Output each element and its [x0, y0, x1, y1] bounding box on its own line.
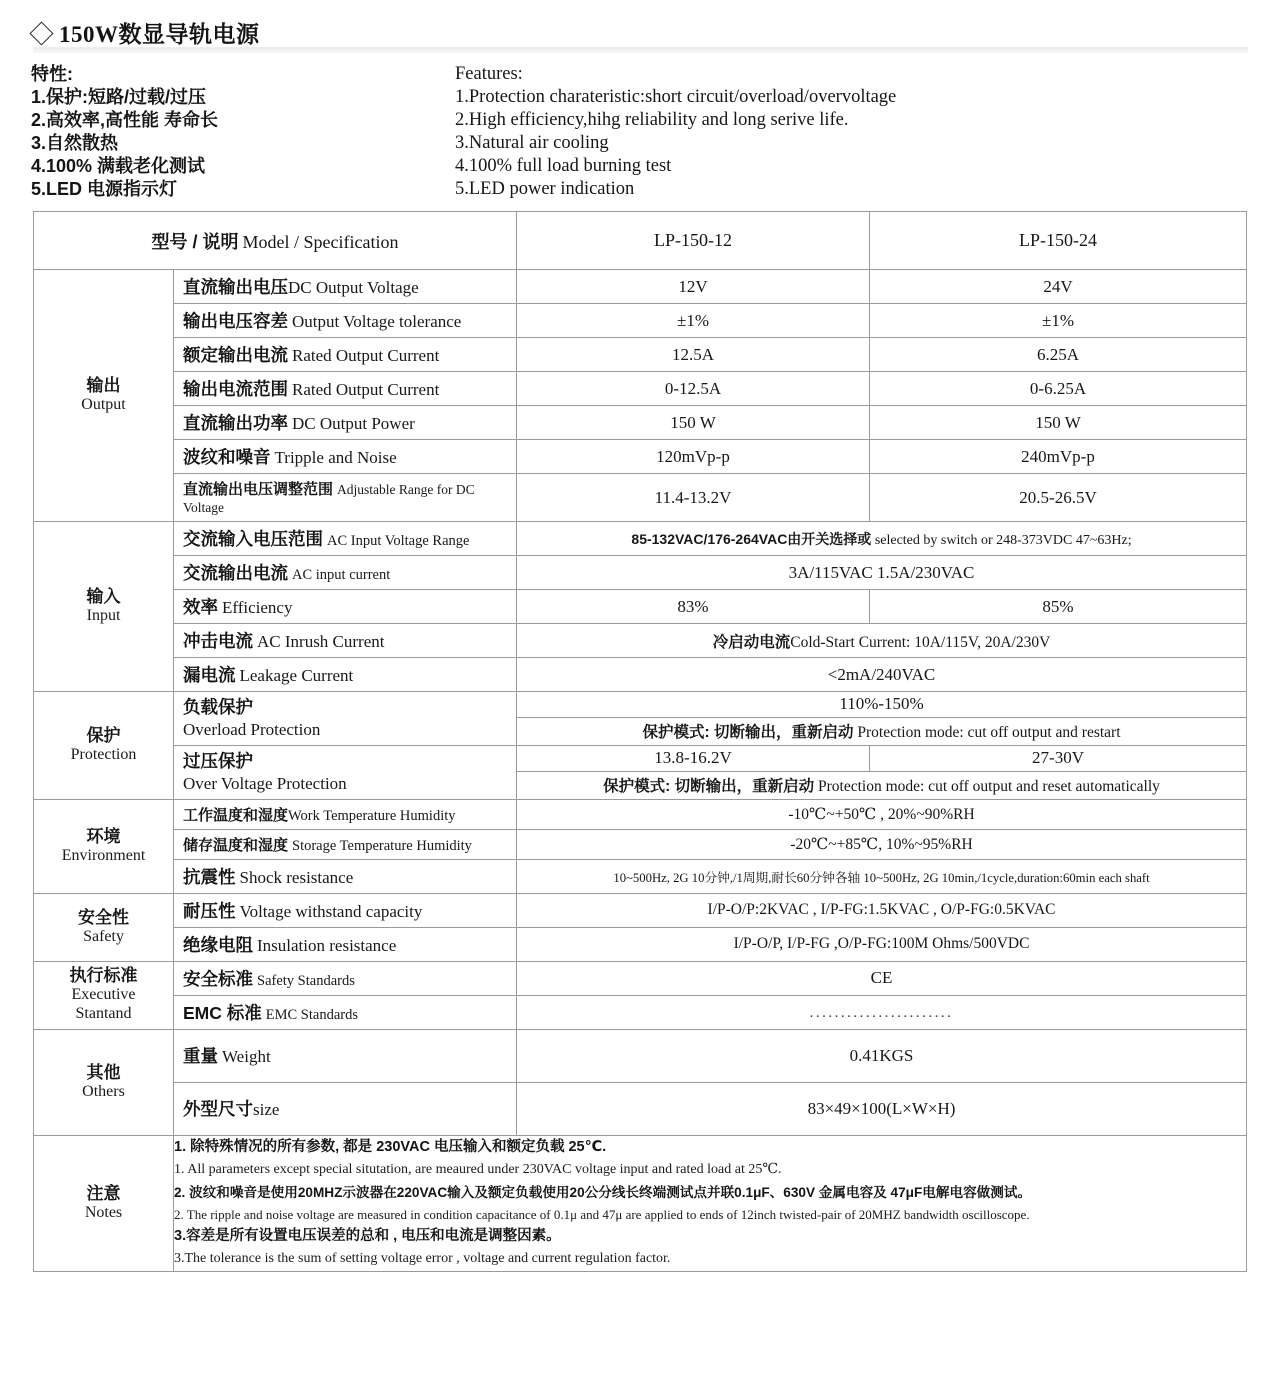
feature-item-en: 4.100% full load burning test	[455, 156, 672, 176]
note-line: 3.容差是所有设置电压误差的总和 , 电压和电流是调整因素。	[174, 1227, 561, 1244]
value-en: Cold-Start Current: 10A/115V, 20A/230V	[790, 633, 1051, 651]
row-label-en: Overload Protection	[183, 719, 321, 739]
feature-item-cn: 5.LED 电源指示灯	[31, 179, 178, 199]
value-model-2: 20.5-26.5V	[870, 474, 1247, 522]
title-divider	[33, 47, 1248, 53]
value-en: Protection mode: cut off output and restart	[857, 724, 1121, 742]
page-title	[33, 16, 260, 49]
row-label	[174, 304, 517, 338]
category-protection-cn: 保护	[86, 725, 121, 745]
category-safety-cn: 安全性	[78, 907, 129, 927]
value-model-1: 12.5A	[517, 338, 870, 372]
value-model-1: 11.4-13.2V	[517, 474, 870, 522]
row-label-cn: 交流输出电流	[183, 563, 288, 583]
value-model-2: 150 W	[870, 406, 1247, 440]
header-model-cn: 型号 / 说明	[151, 231, 239, 252]
note-line: 2. 波纹和噪音是使用20MHZ示波器在220VAC输入及额定负载使用20公分线长终端测试点并联0.1μF、630V 金属电容及 47μF电解电容做测试。	[174, 1184, 1032, 1200]
row-label-cn: 效率	[183, 597, 218, 617]
row-label	[174, 522, 517, 556]
row-label	[174, 927, 517, 961]
value-span	[517, 624, 1247, 658]
note-line: 3.The tolerance is the sum of setting voltage error , voltage and current regulation factor.	[174, 1251, 671, 1267]
value-span: I/P-O/P:2KVAC , I/P-FG:1.5KVAC , O/P-FG:0.5KVAC	[517, 893, 1247, 927]
value-cn: 85-132VAC/176-264VAC由开关选择或	[631, 530, 872, 547]
row-label-en: Adjustable Range for DC Voltage	[183, 482, 475, 515]
row-label-en: DC Output Voltage	[288, 278, 419, 297]
row-label-cn: 冲击电流	[183, 631, 253, 651]
table-row	[34, 304, 1247, 338]
feature-item-cn: 4.100% 满载老化测试	[31, 156, 206, 176]
category-notes-en: Notes	[84, 1203, 123, 1221]
row-label-en: Insulation resistance	[257, 935, 397, 955]
table-row-notes	[34, 1135, 1247, 1271]
table-row	[34, 372, 1247, 406]
category-executive-en: Executive	[71, 986, 136, 1004]
table-header-row	[34, 212, 1247, 270]
value-span: 10~500Hz, 2G 10分钟,/1周期,耐长60分钟各轴 10~500Hz, 2G 10min,/1cycle,duration:60min each shaft	[517, 859, 1247, 893]
feature-item-cn: 3.自然散热	[31, 133, 119, 153]
page-title-text: 150W数显导轨电源	[59, 22, 260, 47]
row-label	[174, 1029, 517, 1082]
row-label-cn: 储存温度和湿度	[183, 836, 289, 854]
row-label	[174, 556, 517, 590]
value-model-2: 240mVp-p	[870, 440, 1247, 474]
value-span: <2mA/240VAC	[517, 658, 1247, 692]
category-executive-en2: Stantand	[75, 1005, 132, 1023]
row-label	[174, 590, 517, 624]
table-row	[34, 745, 1247, 771]
category-others-en: Others	[82, 1082, 125, 1100]
feature-item-en: 3.Natural air cooling	[455, 133, 609, 153]
row-label-cn: 额定输出电流	[183, 345, 288, 365]
value-span	[517, 995, 1247, 1029]
value-span: 3A/115VAC 1.5A/230VAC	[517, 556, 1247, 590]
row-label	[174, 995, 517, 1029]
row-label-overvoltage	[174, 745, 517, 799]
row-label-en: size	[253, 1100, 280, 1120]
value-model-2: 27-30V	[870, 745, 1247, 771]
row-label-cn: 交流输入电压范围	[183, 529, 323, 549]
row-label-en: EMC Standards	[265, 1006, 358, 1023]
table-row	[34, 1082, 1247, 1135]
value-model-1: 150 W	[517, 406, 870, 440]
row-label-en: AC Inrush Current	[257, 632, 385, 651]
row-label	[174, 406, 517, 440]
table-row	[34, 556, 1247, 590]
value-span: -20℃~+85℃, 10%~95%RH	[517, 829, 1247, 859]
row-label-cn: 直流输出电压调整范围	[183, 481, 334, 498]
notes-content	[174, 1135, 1247, 1271]
category-notes	[34, 1135, 174, 1271]
value-span: 83×49×100(L×W×H)	[517, 1082, 1247, 1135]
category-input-cn: 输入	[86, 587, 121, 607]
row-label-cn: 输出电流范围	[183, 379, 288, 399]
row-label-cn: 负载保护	[183, 697, 253, 717]
category-environment-cn: 环境	[86, 826, 121, 846]
feature-item-cn: 1.保护:短路/过载/过压	[31, 87, 207, 107]
row-label-en: Safety Standards	[257, 972, 355, 989]
table-row	[34, 590, 1247, 624]
value-span: I/P-O/P, I/P-FG ,O/P-FG:100M Ohms/500VDC	[517, 927, 1247, 961]
header-model-cell	[34, 212, 517, 270]
table-row	[34, 658, 1247, 692]
category-input	[34, 522, 174, 692]
category-notes-cn: 注意	[86, 1183, 121, 1203]
category-safety	[34, 893, 174, 961]
row-label-cn: 安全标准	[183, 968, 253, 989]
table-row	[34, 829, 1247, 859]
row-label	[174, 372, 517, 406]
row-label-cn: EMC 标准	[183, 1002, 262, 1023]
features-chinese	[31, 63, 451, 201]
value-model-2: ±1%	[870, 304, 1247, 338]
note-line: 2. The ripple and noise voltage are measured in condition capacitance of 0.1μ and 47μ are applied to ends of 12inch twisted-pair of 20MHZ bandwidth oscilloscope.	[174, 1206, 1030, 1222]
row-label-en: Leakage Current	[239, 666, 354, 685]
row-label	[174, 440, 517, 474]
row-label-cn: 波纹和噪音	[183, 447, 271, 467]
note-line: 1. 除特殊情况的所有参数, 都是 230VAC 电压输入和额定负载 25℃.	[174, 1138, 607, 1155]
row-label-overload	[174, 692, 517, 746]
category-environment	[34, 799, 174, 893]
value-cn: 保护模式: 切断输出，重新启动	[642, 724, 854, 742]
row-label	[174, 961, 517, 995]
value-en: selected by switch or 248-373VDC 47~63Hz;	[874, 532, 1132, 548]
row-label-en: AC Input Voltage Range	[327, 533, 470, 549]
row-label-cn: 耐压性	[183, 900, 236, 921]
value-model-1: ±1%	[517, 304, 870, 338]
category-others-cn: 其他	[86, 1062, 121, 1082]
diamond-icon	[29, 21, 53, 45]
table-row	[34, 406, 1247, 440]
row-label-cn: 外型尺寸	[183, 1099, 253, 1120]
row-label-en: Tripple and Noise	[274, 448, 397, 467]
table-row	[34, 522, 1247, 556]
value-model-2: 0-6.25A	[870, 372, 1247, 406]
value-span: 0.41KGS	[517, 1029, 1247, 1082]
value-model-1: 120mVp-p	[517, 440, 870, 474]
row-label	[174, 799, 517, 829]
row-label-cn: 过压保护	[183, 750, 253, 771]
category-protection-en: Protection	[70, 745, 137, 763]
header-model-2: LP-150-24	[870, 212, 1247, 270]
value-cn: 冷启动电流	[712, 633, 791, 651]
feature-item-en: 1.Protection charateristic:short circuit/overload/overvoltage	[455, 87, 897, 107]
header-model-1: LP-150-12	[517, 212, 870, 270]
table-row	[34, 927, 1247, 961]
row-label-cn: 抗震性	[183, 866, 236, 887]
value-overload-range: 110%-150%	[517, 692, 1247, 718]
row-label-cn: 直流输出电压	[183, 277, 288, 297]
row-label-cn: 输出电压容差	[183, 311, 288, 331]
row-label-en: Voltage withstand capacity	[239, 901, 423, 921]
row-label	[174, 1082, 517, 1135]
row-label-en: Rated Output Current	[292, 380, 440, 399]
features-english	[455, 63, 1245, 201]
features-heading-cn: 特性:	[31, 64, 73, 84]
value-cn: 保护模式: 切断输出，重新启动	[603, 778, 815, 796]
row-label	[174, 859, 517, 893]
value-model-1: 83%	[517, 590, 870, 624]
category-environment-en: Environment	[61, 846, 146, 864]
table-row	[34, 338, 1247, 372]
row-label-en: Output Voltage tolerance	[292, 312, 462, 331]
row-label-en: Shock resistance	[239, 867, 354, 887]
row-label	[174, 338, 517, 372]
value-model-2: 6.25A	[870, 338, 1247, 372]
table-row	[34, 995, 1247, 1029]
row-label-en: Storage Temperature Humidity	[292, 837, 472, 854]
value-overvoltage-mode	[517, 771, 1247, 799]
row-label-en: DC Output Power	[292, 414, 415, 433]
category-executive	[34, 961, 174, 1029]
row-label-cn: 工作温度和湿度	[183, 806, 289, 824]
features-heading-en: Features:	[455, 64, 523, 84]
table-row	[34, 474, 1247, 522]
category-executive-cn: 执行标准	[69, 966, 138, 986]
row-label-cn: 重量	[183, 1046, 218, 1067]
value-model-1: 12V	[517, 270, 870, 304]
row-label-en: Work Temperature Humidity	[288, 807, 456, 824]
value-model-2: 85%	[870, 590, 1247, 624]
value-model-1: 0-12.5A	[517, 372, 870, 406]
value-span: -10℃~+50℃ , 20%~90%RH	[517, 799, 1247, 829]
table-row	[34, 799, 1247, 829]
table-row	[34, 624, 1247, 658]
value-en: Protection mode: cut off output and reset automatically	[817, 778, 1160, 796]
table-row	[34, 893, 1247, 927]
category-output-en: Output	[81, 396, 126, 414]
table-row	[34, 859, 1247, 893]
value-model-2: 24V	[870, 270, 1247, 304]
category-safety-en: Safety	[83, 927, 124, 945]
row-label	[174, 829, 517, 859]
category-output-cn: 输出	[86, 376, 121, 396]
row-label	[174, 893, 517, 927]
specification-table	[33, 211, 1247, 1272]
row-label-en: Over Voltage Protection	[183, 773, 347, 793]
note-line: 1. All parameters except special situtation, are meaured under 230VAC voltage input and rated load at 25℃.	[174, 1162, 782, 1178]
category-others	[34, 1029, 174, 1135]
emc-placeholder-dots: .......................	[809, 1005, 954, 1022]
features-section	[0, 63, 1279, 203]
row-label-cn: 漏电流	[183, 665, 236, 685]
table-row	[34, 692, 1247, 718]
value-overload-mode	[517, 717, 1247, 745]
row-label-cn: 绝缘电阻	[183, 934, 253, 955]
value-span	[517, 522, 1247, 556]
value-span: CE	[517, 961, 1247, 995]
header-model-en: Model / Specification	[242, 231, 399, 252]
table-row	[34, 961, 1247, 995]
table-row	[34, 270, 1247, 304]
row-label	[174, 270, 517, 304]
row-label-en: AC input current	[292, 567, 391, 583]
row-label-en: Efficiency	[222, 598, 293, 617]
table-row	[34, 1029, 1247, 1082]
row-label-en: Rated Output Current	[292, 346, 440, 365]
feature-item-cn: 2.高效率,高性能 寿命长	[31, 110, 219, 130]
table-row	[34, 440, 1247, 474]
category-output	[34, 270, 174, 522]
row-label-en: Weight	[222, 1047, 271, 1067]
category-protection	[34, 692, 174, 800]
feature-item-en: 5.LED power indication	[455, 179, 635, 199]
row-label	[174, 658, 517, 692]
row-label	[174, 624, 517, 658]
category-input-en: Input	[86, 607, 121, 625]
feature-item-en: 2.High efficiency,hihg reliability and long serive life.	[455, 110, 849, 130]
row-label-cn: 直流输出功率	[183, 413, 288, 433]
value-model-1: 13.8-16.2V	[517, 745, 870, 771]
row-label	[174, 474, 517, 522]
